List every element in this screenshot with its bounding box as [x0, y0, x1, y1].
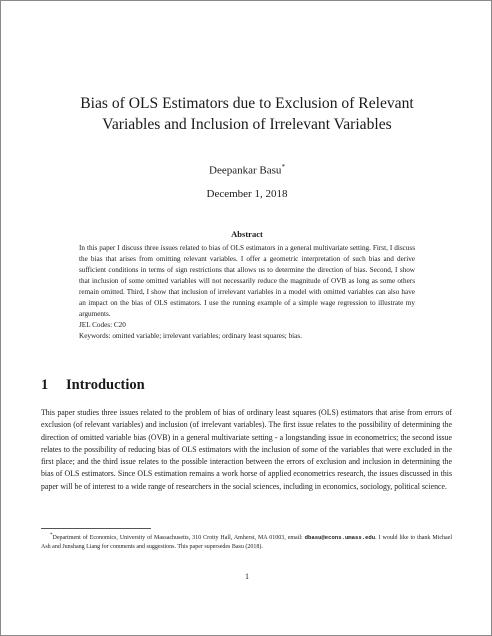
author-name [1, 163, 492, 177]
intro-text-part-a: This paper studies three issues related to the problem of bias of ordinary least squares (OLS) estimators that arise from errors of exclusion (of relevant variables) and inclusion (of irrelevant variables). The first issue relates to the possibility of determining the direction of omitted variable bias (OVB) in a general multivariate setting - a longstanding issue in econometrics; the second issue relates to the possibility of reducing bias of OLS estimators with the inclusion of [41, 408, 452, 454]
keywords: Keywords: omitted variable; irrelevant variables; ordinary least squares; bias. [79, 332, 302, 340]
section-title: Introduction [66, 377, 145, 393]
abstract-text: In this paper I discuss three issues related to bias of OLS estimators in a general multivariate setting. First, I discuss the bias that arises from omitting relevant variables. I offer a geometric interpretation of such bias and derive sufficient conditions in terms of sign restrictions that allows us to determine the direction of bias. Second, I show that inclusion of some omitted variables will not necessarily reduce the magnitude of OVB as long as some others remain omitted. Third, I show that inclusion of irrelevant variables in a model with omitted variables can also have an impact on the bias of OLS estimators. I use the running example of a simple wage regression to illustrate my arguments. [79, 244, 415, 318]
footnote-mark: * [50, 533, 53, 538]
footnote-text-part-a: Department of Economics, University of Massachusetts, 310 Crotty Hall, Amherst, MA 01003, email: [52, 535, 305, 541]
footnote-text-part-b: . I would like to thank Michael Ash and Junshang Liang for comments and suggestions. This paper supersedes Basu (2018). [41, 535, 453, 551]
paper-date: December 1, 2018 [206, 188, 288, 200]
author-footnote-mark[interactable]: * [281, 163, 285, 171]
page-number: 1 [245, 572, 249, 581]
intro-text-part-b: of the variables that were excluded in the first place; and the third issue relates to the possible interaction between the errors of exclusion and inclusion in determining the bias of OLS estimators. Since OLS estimation remains a work horse of applied econometrics research, the issues discussed in this paper will be of interest to a wide range of researchers in the social sciences, including in economics, sociology, political science. [41, 444, 452, 491]
paper-title [41, 93, 453, 135]
footnote-divider [41, 528, 151, 529]
footnote [41, 531, 452, 553]
title-line-1: Bias of OLS Estimators due to Exclusion of Relevant [80, 95, 414, 112]
section-heading [41, 377, 145, 394]
jel-codes: JEL Codes: C20 [79, 321, 126, 329]
intro-emphasis: some [301, 444, 318, 454]
author-text: Deepankar Basu [209, 164, 282, 177]
abstract-body [79, 243, 415, 342]
footnote-paragraph [41, 531, 452, 553]
abstract-heading: Abstract [231, 229, 263, 239]
footnote-email-link[interactable]: dbasu@econs.umass.edu [304, 534, 376, 541]
title-line-2: Variables and Inclusion of Irrelevant Variables [102, 116, 392, 133]
section-number: 1 [41, 377, 49, 393]
section-body [41, 407, 452, 493]
intro-paragraph [41, 407, 452, 493]
